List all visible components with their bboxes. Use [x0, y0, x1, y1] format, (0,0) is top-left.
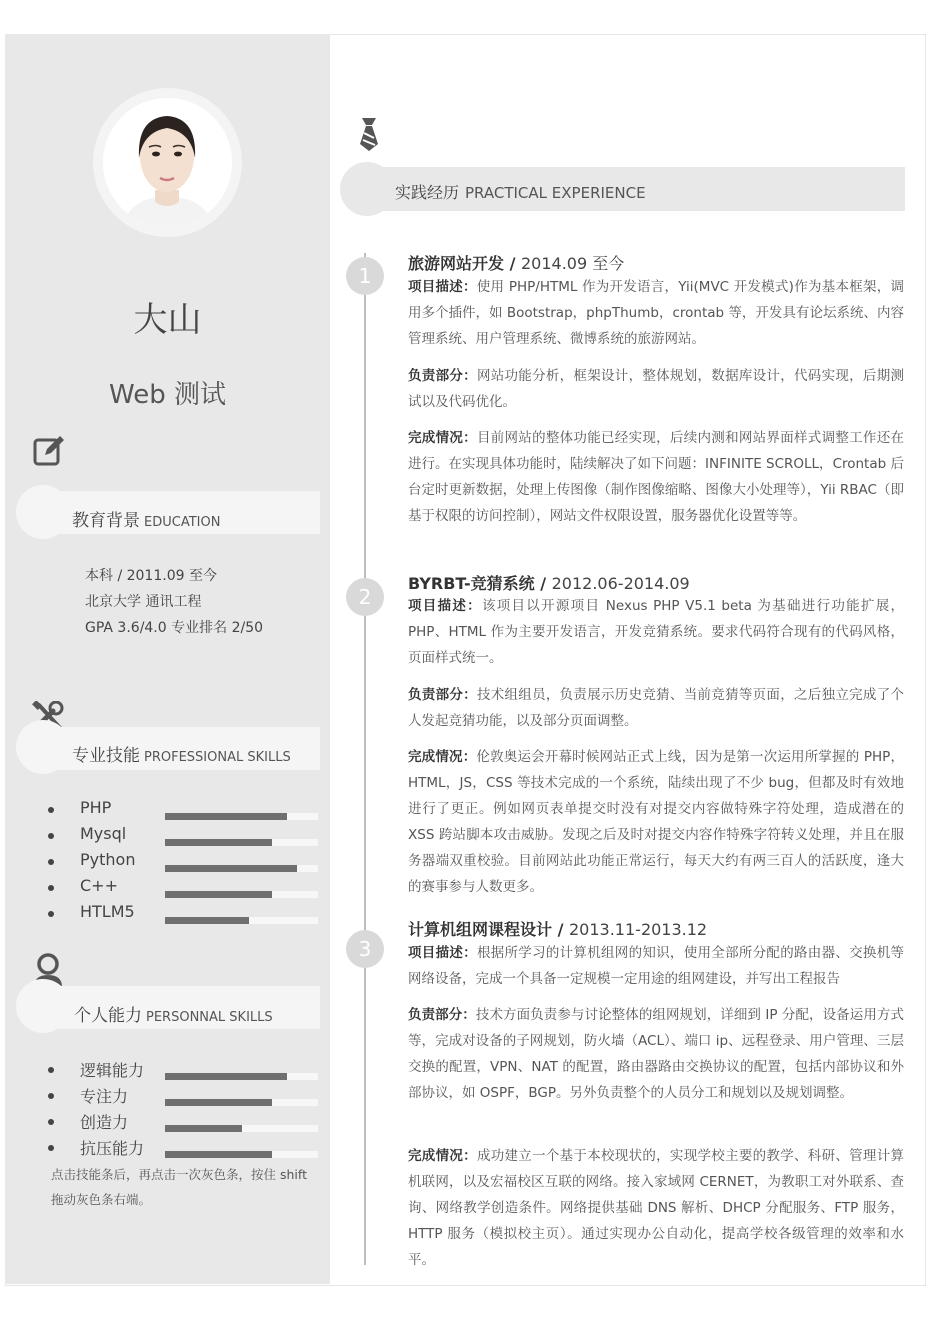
timeline-line: [364, 253, 366, 1265]
skill-bar-track[interactable]: [165, 813, 318, 820]
skill-bar-fill[interactable]: [165, 1099, 272, 1106]
skill-label: C++: [80, 876, 118, 895]
skill-bar-fill[interactable]: [165, 865, 297, 872]
avatar: [103, 98, 232, 227]
skill-bar-track[interactable]: [165, 865, 318, 872]
skill-bar-hint: 点击技能条后，再点击一次灰色条，按住 shift 拖动灰色条右端。: [51, 1167, 307, 1207]
skill-row[interactable]: [45, 798, 325, 824]
bullet: [48, 1119, 54, 1125]
skill-row[interactable]: [45, 1110, 325, 1136]
skill-label: PHP: [80, 798, 112, 817]
skill-bar-fill[interactable]: [165, 917, 249, 924]
bullet: [48, 885, 54, 891]
education-header-circle: [16, 485, 70, 539]
skill-bar-track[interactable]: [165, 891, 318, 898]
pro-skills-title: 专业技能 PROFESSIONAL SKILLS: [72, 746, 291, 766]
skill-bar-fill[interactable]: [165, 1125, 242, 1132]
education-degree: 本科 / 2011.09 至今: [85, 568, 217, 584]
skill-label: 抗压能力: [80, 1139, 145, 1158]
bullet: [48, 1093, 54, 1099]
skill-label: Mysql: [80, 824, 127, 843]
practical-header-circle: [340, 162, 394, 216]
experience-description: 项目描述：使用 PHP/HTML 作为开发语言，Yii(MVC 开发模式)作为基本框架，调用多个插件，如 Bootstrap，phpThumb，crontab 等，开发具有论坛系统、内容管理系统、用户管理系统、微博系统的旅游网站。: [408, 279, 905, 347]
personal-skills-header-circle: [16, 979, 70, 1033]
skill-label: HTLM5: [80, 902, 135, 921]
experience-result: 完成情况：成功建立一个基于本校现状的，实现学校主要的教学、科研、管理计算机联网，以及宏福校区互联的网络。接入家域网 CERNET，为教职工对外联系、查询、网络教学创造条件。网络提供基础 DNS 解析、DHCP 分配服务、FTP 服务，HTTP 服务（模拟校主页）。通过实现办公自动化，提高学校各级管理的效率和水平。: [408, 1148, 905, 1268]
skill-row[interactable]: [45, 850, 325, 876]
profile-name: 大山: [133, 300, 202, 340]
timeline-number-1: 1: [346, 257, 384, 295]
pro-skills-header-circle: [16, 720, 70, 774]
skill-label: 逻辑能力: [80, 1061, 145, 1080]
skill-row[interactable]: [45, 1136, 325, 1162]
skill-bar-fill[interactable]: [165, 891, 272, 898]
skill-label: 创造力: [80, 1113, 129, 1132]
experience-title: 计算机组网课程设计 / 2013.11-2013.12: [408, 920, 708, 939]
experience-responsibility: 负责部分：技术方面负责参与讨论整体的组网规划，详细到 IP 分配，设备运用方式等，完成对设备的子网规划，防火墙（ACL）、端口 ip、远程登录、用户管理、三层交换的配置，VPN、NAT 的配置，路由器路由交换协议的配置，包括内部协议和外部协议，如 OSPF，BGP。另外负责整个的人员分工和规划以及规划调整。: [408, 1007, 904, 1101]
skill-bar-track[interactable]: [165, 917, 318, 924]
skill-bar-track[interactable]: [165, 1125, 318, 1132]
experience-title: 旅游网站开发 / 2014.09 至今: [408, 254, 625, 273]
skill-bar-track[interactable]: [165, 839, 318, 846]
education-gpa: GPA 3.6/4.0 专业排名 2/50: [85, 620, 264, 636]
education-school: 北京大学 通讯工程: [85, 594, 202, 610]
skill-row[interactable]: [45, 876, 325, 902]
tie-icon: [358, 116, 380, 156]
skill-bar-fill[interactable]: [165, 1073, 287, 1080]
skill-label: Python: [80, 850, 136, 869]
skill-row[interactable]: [45, 1084, 325, 1110]
bullet: [48, 859, 54, 865]
skill-bar-track[interactable]: [165, 1073, 318, 1080]
experience-description: 项目描述：根据所学习的计算机组网的知识，使用全部所分配的路由器、交换机等网络设备，完成一个具备一定规模一定用途的组网建设，并写出工程报告: [408, 945, 905, 987]
education-title: 教育背景 EDUCATION: [72, 511, 221, 531]
skill-bar-track[interactable]: [165, 1099, 318, 1106]
skill-bar-fill[interactable]: [165, 839, 272, 846]
edit-icon: [33, 435, 65, 471]
bullet: [48, 1067, 54, 1073]
bullet: [48, 911, 54, 917]
bullet: [48, 833, 54, 839]
skill-bar-fill[interactable]: [165, 1151, 272, 1158]
experience-responsibility: 负责部分：网站功能分析，框架设计，整体规划，数据库设计，代码实现，后期测试以及代码优化。: [408, 368, 905, 410]
skill-row[interactable]: [45, 902, 325, 928]
avatar-portrait: [103, 98, 232, 227]
experience-result: 完成情况：伦敦奥运会开幕时候网站正式上线，因为是第一次运用所掌握的 PHP，HTML，JS，CSS 等技术完成的一个系统，陆续出现了不少 bug，但都及时有效地进行了更正。例如网页表单提交时没有对提交内容做特殊字符处理，造成潜在的 XSS 跨站脚本攻击威胁。发现之后及时对提交内容作特殊字符转义处理，并且在服务器端双重校验。目前网站此功能正常运行，每天大约有两三百人的活跃度，逢大的赛事参与人数更多。: [408, 749, 905, 895]
timeline-number-3: 3: [346, 930, 384, 968]
skill-row[interactable]: [45, 1058, 325, 1084]
experience-description: 项目描述：该项目以开源项目 Nexus PHP V5.1 beta 为基础进行功能扩展，PHP、HTML 作为主要开发语言，开发竞猜系统。要求代码符合现有的代码风格，页面样式统一。: [408, 598, 905, 666]
skill-bar-track[interactable]: [165, 1151, 318, 1158]
personal-skills-title: 个人能力 PERSONNAL SKILLS: [74, 1006, 273, 1026]
experience-result: 完成情况：目前网站的整体功能已经实现，后续内测和网站界面样式调整工作还在进行。在实现具体功能时，陆续解决了如下问题：INFINITE SCROLL，Crontab 后台定时更新数据，处理上传图像（制作图像缩略、图像大小处理等），Yii RBAC（即基于权限的访问控制），网站文件权限设置，服务器优化设置等等。: [408, 430, 905, 524]
experience-title: BYRBT-竞猜系统 / 2012.06-2014.09: [408, 574, 690, 593]
bullet: [48, 1145, 54, 1151]
experience-responsibility: 负责部分：技术组组员，负责展示历史竞猜、当前竞猜等页面，之后独立完成了个人发起竞猜功能，以及部分页面调整。: [408, 687, 905, 729]
timeline-number-2: 2: [346, 578, 384, 616]
bullet: [48, 807, 54, 813]
practical-title: 实践经历 PRACTICAL EXPERIENCE: [395, 183, 646, 202]
profile-role: Web 测试: [109, 380, 226, 410]
skill-label: 专注力: [80, 1087, 129, 1106]
skill-row[interactable]: [45, 824, 325, 850]
skill-bar-fill[interactable]: [165, 813, 287, 820]
